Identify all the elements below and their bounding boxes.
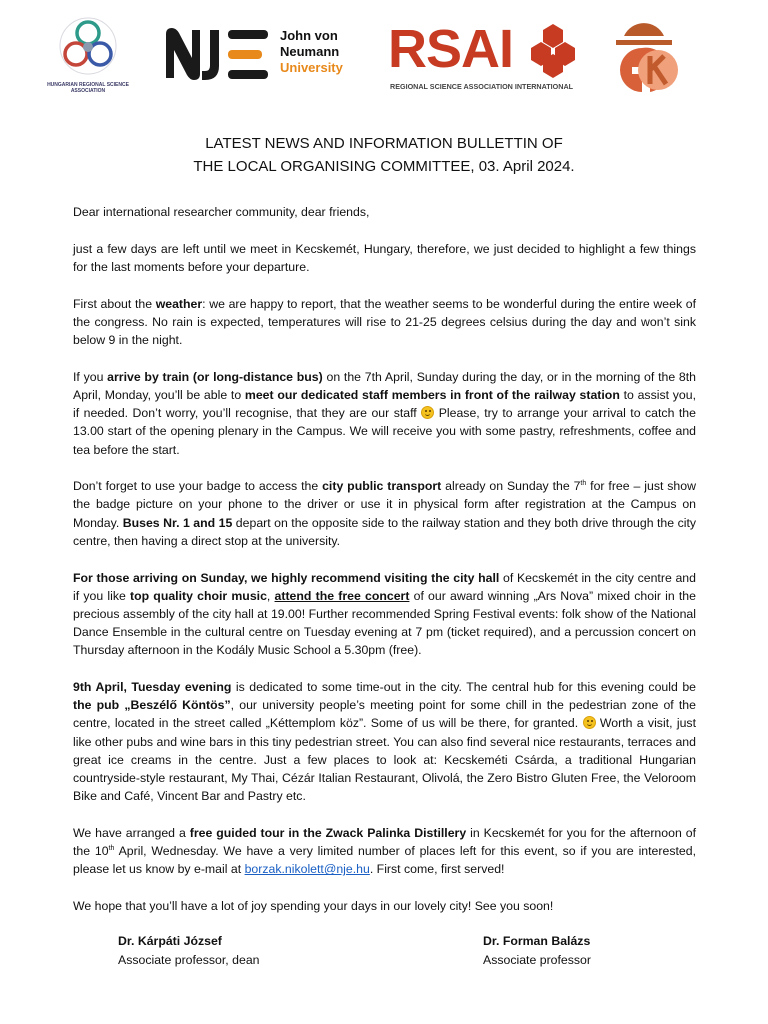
signatory-title: Associate professor, dean: [118, 953, 260, 967]
greeting: Dear international researcher community, dear friends,: [73, 205, 370, 219]
nje-line1: John von: [280, 28, 338, 43]
sunday-text-3: of our award winning „Ars Nova” mixed choir in the precious assembly of the city hall at 19.00! Further recommended Spring Festival events: folk show of the National Dance Ensemble in the cultural centre on Tuesday evening at 7 pm (ticket required), and a percussion concert on Thursday afternoon in the Kodály Music School a 5.30pm (free).: [73, 588, 696, 658]
sunday-bold-2: top quality choir music: [130, 588, 267, 603]
transport-text-3: for free – just show the badge picture on your phone to the driver or use it in physical form after registration at the Campus on Monday.: [73, 479, 696, 530]
transport-bold-2: Buses Nr. 1 and 15: [122, 515, 233, 530]
transport-paragraph: [73, 477, 696, 550]
arrival-paragraph: [73, 368, 696, 459]
tuesday-bold-1: 9th April, Tuesday evening: [73, 680, 232, 695]
nje-line3: University: [280, 60, 343, 75]
sunday-underlined: attend the free concert: [274, 588, 410, 603]
signature-right: [483, 932, 591, 970]
tour-sup: th: [108, 845, 115, 853]
weather-paragraph: [73, 295, 696, 350]
signatory-name: Dr. Forman Balázs: [483, 934, 591, 948]
weather-bold: weather: [155, 296, 203, 311]
arrival-text-3: to assist you, if needed. Don’t worry, you’ll recognise, that they are our staff: [73, 387, 696, 421]
tuesday-text-3: Worth a visit, just like other pubs and wine bars in this tiny pedestrian street. You can also find several nice restaurants, terraces and great ice creams in the centre. Just a few places to look at: Kecskeméti Csárda, a traditional Hungarian countryside-style restaurant, My Thai, Cézár Italian Restaurant, Olivolá, the Zero Bistro Gluten Free, the Veloroom Bike and Café, Vincent Bar and Pastry etc.: [73, 716, 696, 804]
tour-text-4: . First come, first served!: [369, 862, 505, 877]
logo-strip: [0, 0, 768, 110]
rsai-hexagons-icon: [528, 22, 578, 80]
bulletin-heading: [0, 132, 768, 178]
tour-text-1: We have arranged a: [73, 825, 190, 840]
sunday-paragraph: [73, 569, 696, 660]
transport-text-4: depart on the opposite side to the railway station and they both drive through the city centre, then having a direct stop at the university.: [73, 515, 697, 548]
letter-body: [73, 203, 696, 934]
tour-text-2: in Kecskemét for you for the afternoon of the 10: [73, 825, 696, 859]
arrival-text-2: on the 7th April, Sunday during the day, or in the morning of the 8th April, Monday, you’ll be able to: [73, 369, 697, 402]
email-link[interactable]: borzak.nikolett@nje.hu: [244, 862, 370, 877]
nje-wordmark: [280, 28, 343, 76]
transport-text-2: already on Sunday the 7: [441, 479, 581, 494]
transport-sup: th: [580, 480, 587, 488]
rsai-wordmark: RSAI: [388, 19, 514, 79]
gtk-logo: [602, 14, 686, 98]
weather-text-1: First about the: [73, 296, 156, 311]
intro-paragraph: just a few days are left until we meet in Kecskemét, Hungary, therefore, we just decided to highlight a few things for the last moments before your departure.: [73, 241, 696, 274]
signature-left: [118, 932, 260, 970]
arrival-text-1: If you: [73, 369, 108, 384]
weather-text-2: : we are happy to report, that the weather seems to be wonderful during the entire week of the congress. No rain is expected, temperatures will rise to 21-25 degrees celsius during the day and won’t sink below 9 in the night.: [73, 296, 696, 348]
closing-paragraph: We hope that you’ll have a lot of joy spending your days in our lovely city! See you soon!: [73, 899, 554, 914]
smiley-icon: [583, 716, 596, 729]
hrsa-logo: [46, 16, 130, 104]
arrival-bold-2: meet our dedicated staff members in front of the railway station: [244, 387, 620, 402]
tuesday-paragraph: [73, 678, 696, 805]
gtk-emblem-icon: [602, 14, 686, 98]
nje-mark-icon: [164, 26, 274, 82]
tour-text-3: April, Wednesday. We have a very limited number of places left for this event, so if you are interested, please let us know by e-mail at: [73, 844, 696, 877]
transport-bold-1: city public transport: [322, 479, 442, 494]
nje-logo: [164, 26, 360, 82]
tuesday-bold-2: the pub „Beszélő Köntös”: [73, 698, 231, 713]
hrsa-caption: HUNGARIAN REGIONAL SCIENCE ASSOCIATION: [47, 82, 129, 94]
signatory-name: Dr. Kárpáti József: [118, 934, 222, 948]
tuesday-text-1: is dedicated to some time-out in the city. The central hub for this evening could be: [231, 680, 696, 695]
tour-paragraph: [73, 824, 696, 879]
arrival-bold-1: arrive by train (or long-distance bus): [107, 369, 323, 384]
heading-line2: THE LOCAL ORGANISING COMMITTEE, 03. April 2024.: [193, 158, 575, 175]
signatory-title: Associate professor: [483, 953, 591, 967]
nje-line2: Neumann: [280, 44, 340, 59]
transport-text-1: Don’t forget to use your badge to access the: [73, 479, 323, 494]
sunday-text-2: ,: [266, 588, 275, 603]
tuesday-text-2: , our university people’s meeting point for some chill in the pedestrian zone of the centre, located in the street called „Kéttemplom köz”. Some of us will be there, for granted.: [73, 698, 696, 731]
tour-bold: free guided tour in the Zwack Palinka Distillery: [189, 825, 467, 840]
heading-line1: LATEST NEWS AND INFORMATION BULLETTIN OF: [205, 135, 563, 152]
smiley-icon: [421, 406, 434, 419]
rsai-logo: [388, 20, 584, 96]
sunday-text-1: of Kecskemét in the city centre and if you like: [73, 570, 696, 603]
rsai-subtitle: REGIONAL SCIENCE ASSOCIATION INTERNATIONAL: [390, 82, 574, 91]
arrival-text-4: Please, try to arrange your arrival to catch the 13.00 start of the opening plenary in the Campus. We will receive you with some pastry, refreshments, coffee and tea before the start.: [73, 406, 696, 457]
sunday-bold-1: For those arriving on Sunday, we highly recommend visiting the city hall: [73, 570, 500, 585]
hrsa-emblem-icon: [46, 16, 130, 82]
